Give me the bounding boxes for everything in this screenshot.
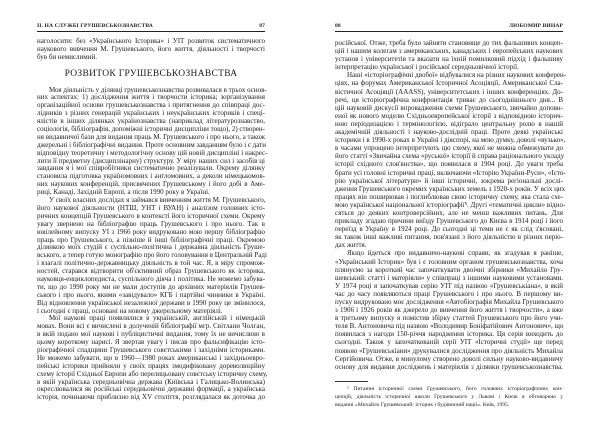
text-line: лідників з різних генерацій українських і неукраїнських істориків і спеці-	[37, 109, 265, 118]
footnote	[335, 386, 563, 410]
text-line: відповідну теоретичну і методологічну основу цій новій дисципліні і накрес-	[37, 148, 268, 157]
text-line: був би немислимий.	[37, 52, 97, 61]
text-line: його наукової діяльности (НТШ, УНТ і ВУАН) і аналізом головних істо-	[37, 203, 265, 212]
text-line: речі, ця історіографічна конфронтація триває до сьогоднішнього дня... В	[335, 95, 563, 104]
text-line: появою «Грушевськіани» друкувалися дослідження про діяльність Михайла	[335, 346, 563, 355]
text-line: брати усі головні історичні праці, включаючи «Історію України-Руси», «Істо-	[335, 168, 566, 177]
paragraph	[335, 71, 567, 250]
text-line: джерельні і бібліографічні видання. Проте основним завданням було і є дати	[37, 140, 266, 149]
text-line: історики і в 1990-х роках в Україні і діяспорі, на мою думку, доволі «вузько»,	[335, 136, 566, 145]
paragraph	[335, 39, 563, 71]
text-line: сьогодні. Також у започаткованій серії УІТ «Історичні студії» ще перед	[335, 338, 563, 347]
text-line: ріографічної спадщини Грушевського совєтськими і західніми істориками.	[37, 345, 265, 354]
page-body	[335, 39, 567, 371]
paragraph	[37, 85, 268, 197]
section-title: РОЗВИТОК ГРУШЕВСЬКОЗНАВСТВА	[64, 68, 238, 79]
text-line: соціологія, бібліографія, допоміжні історичні дисципліни тощо), 2) створен-	[37, 125, 266, 134]
text-line: наукового вивчення М. Грушевського, його життя, діяльності і творчості	[37, 44, 265, 53]
text-line: установ і університетів та вказати на їхній помилковий підхід і фальшиву	[335, 55, 563, 64]
text-line: вістичної Асоціяції (AAASS), університетських і інших конференціях. До-	[335, 87, 563, 96]
text-line: ричних концепцій Грушевського в контексті його історичної схеми. Окрему	[37, 211, 265, 220]
header-rule	[335, 31, 563, 32]
text-line: ціях, на форумах Американської Історичної Асоціяції, Американської Сла-	[335, 79, 563, 88]
text-line: історії східного слов'янства», що появилася в 1904 році. До уваги треба	[335, 160, 563, 169]
text-line: цій науковій дискусії впровадження схеми Грушевського, звичайно доповн-	[335, 103, 563, 112]
footnote-line: ⁵ Питання історичної схеми Грушевського, його головних історіографічних кон-	[347, 386, 563, 392]
text-line: як також інші важливі питання, пов'язані з його діяльністю в різних періо-	[335, 233, 563, 242]
text-line: теля В. Антоновича під назвою «Володимир Боніфатійович Антонович», що	[335, 322, 564, 331]
text-line: плянуємо за короткий час започаткувати двоічні збірники «Михайло Гру-	[335, 265, 563, 274]
text-line: наголосити: без «Українського Історика» і УІТ розвиток систематичного	[37, 37, 265, 45]
text-line: ностей, старався відтворити об'єктивний образ Грушевського як історика,	[37, 267, 265, 276]
text-line: дження Грушевського окремих українських земель з 1920-х років. У всіх цих	[335, 184, 566, 193]
text-line: історія, починаючи приблизно від XV століття, розглядалася як доточка до	[37, 393, 265, 402]
text-line: появилася з нагоди 150-річчя народження історика. Ця серія виходить до	[335, 330, 563, 339]
text-line: схему історії Східньої Европи або перелицьовану совєтську історичну схему,	[37, 369, 268, 378]
text-line: праць про Грушевського, а пізніше й інші бібліографічні праці. Окремою	[37, 235, 265, 244]
text-line: лити її предметну (дисциплінарну) структуру. У міру наших сил і засобів ці	[37, 156, 265, 165]
footnote-rule	[335, 381, 368, 382]
text-line: дах життя.	[335, 241, 367, 250]
text-line: У своїх власних дослідах я займався вивченням життя М. Грушевського,	[49, 196, 266, 205]
text-line: сяться до деяких контроверсійних, але не менш важливих питань. Для	[335, 208, 563, 217]
text-line: Сергійовича. Отже, в минулому створено доволі сильну науково-видавничу	[335, 354, 563, 363]
text-line: ського і про нього, якими «завідувало» КГБ і партійні чинники в Україні.	[37, 290, 265, 299]
text-line: вського, а тепер готую монографію про його головування в Центральній Раді	[37, 251, 267, 260]
text-line: ня видавничої бази для видання праць М. Грушевського і про нього, а також	[37, 132, 265, 141]
text-line: його статті «Звичайна схема «руської» історії й справа раціонального укладу	[335, 152, 565, 161]
text-line: основу для видання досліджень і матеріялів з ділянки грушевськознавства.	[335, 362, 563, 371]
text-line: «Український Історик» був і є головним органом грушевськознавства, хоча	[335, 257, 563, 266]
footnote-line: цепцій, діяльність історичної школи Грушевського у Львові і Києві я обговорюю у	[335, 394, 563, 401]
text-line: академічній діяльності і науково-дослідній праці. Проте деякі українські	[335, 128, 563, 137]
page-number: 88	[335, 23, 341, 29]
text-line: Мої наукові праці появлялися в українській, англійській і німецькій	[49, 314, 265, 323]
text-line: увагу звернено на бібліографію праць Грушевського і про нього. Так в	[37, 219, 265, 228]
text-line: шевський: статті і матеріяли» у співпраці з іншими науковими установами.	[335, 273, 563, 282]
header-rule	[37, 31, 265, 32]
page-body	[37, 37, 268, 402]
text-line: організаційної основи грушевськознавства і притягнення до співпраці дос-	[37, 101, 265, 110]
text-line: працях він поширював і поглиблював свою історичну схему, яка стала схе-	[335, 192, 563, 201]
paragraph	[37, 314, 268, 402]
text-line: ділянкою моїх студій є суспільно-політична і державна діяльність Груше-	[37, 243, 265, 252]
footnote-line: виданні «Михайло Грушевський: історик і будівничий нації». Київ, 1995.	[335, 402, 510, 409]
text-line: риці, Канаді, Західній Европі, а після 1990 року в Україні.	[37, 188, 210, 197]
text-line: Не можемо забувати, що в 1960—1980 роках американські і західньоевро-	[37, 353, 265, 362]
text-line: переїзд в Україну в 1924 році. До сьогодні ці теми не є як слід з'ясовані,	[335, 225, 563, 234]
text-line: інтерпретацію української і російської середньовічної історії.	[335, 63, 519, 72]
text-line: російської. Отже, треба було зайняти становище до тих фальшивих концеп-	[335, 39, 563, 47]
text-line: ти, що до 1990 року ми не мали доступів до архівних матеріялів Грушев-	[37, 282, 265, 291]
text-line: ялістів в інших ділянках українознавства (наприклад літературознавство,	[37, 117, 265, 126]
text-line: науковця-енциклопедиста, суспільного діяча і політика. Не можемо забува-	[37, 274, 265, 283]
page-number: 87	[259, 23, 265, 29]
text-line: пуску видруковано моє дослідження «Автобіографія Михайла Грушевського	[335, 298, 564, 306]
text-line: мовах. Вони всі є вичислені в долученій бібліографії мгр. Світлани Чолган,	[37, 322, 265, 331]
text-line: в третьому випуску я помістив збірку статтей Грушевського про його учи-	[335, 314, 563, 323]
text-line: них наукових конференцій, присвячених Грушевському і його добі в Аме-	[37, 180, 265, 189]
text-line: У 1974 році я започаткував серію УІТ під назвою «Грушевськіана», в якій	[335, 281, 563, 290]
text-line: і сьогодні є праці, основані на новому джерельному матеріялі.	[37, 306, 223, 315]
paragraph	[37, 38, 265, 62]
text-line: ювілейному випуску УІ з 1966 року видруковано мою першу бібліографію	[37, 227, 265, 236]
text-line: в якій подано мої наукові і публіцистичні видання, тому їх не вичислюю в	[37, 330, 265, 339]
text-line: них аспектах: 1) дослідження життя і творчости історика; зорганізування	[37, 93, 265, 102]
text-line: цьому короткому нарисі. Я звертав увагу і писав про фальсифікацію істо-	[37, 338, 265, 347]
text-line: еної як нового моделю Східньоевропейської історії з відповідною історич-	[335, 111, 563, 120]
text-line: мою української національної історіографії⁵. Другі «тематичні цикли» відно-	[335, 200, 566, 209]
text-line: Від відновлення української незалежної держави в 1990 року це змінилося,	[37, 298, 265, 307]
text-line: в якій українська середньовічна держава (Київська і Галицько-Волинська)	[37, 377, 265, 386]
header-section-title: II. НА СЛУЖБІ ГРУШЕВСЬКОЗНАВСТВА	[37, 23, 153, 29]
text-line: Якщо йдеться про видавничо-наукові справи, як згадував я раніше,	[347, 249, 563, 258]
text-line: Наші «історіографічні двобої» відбувалися на різних наукових конферен-	[347, 71, 567, 80]
text-line: завдання я і мої співробітники систематично реалізували. Окрему ділянку	[37, 164, 265, 173]
paragraph	[335, 249, 563, 370]
text-line: становила підготовка україномовних і англомовних, а деколи німецькомов-	[37, 172, 265, 181]
paragraph	[37, 197, 265, 315]
text-line: окреслювалися як російські середньовічні державні формації, а українська	[37, 385, 265, 394]
text-line: цій і нашим колегам з американських, канадських і европейських наукових	[335, 47, 563, 56]
text-line: рію української літератури» й інші історичні, зокрема регіональні дослі-	[335, 176, 563, 185]
text-line: час до часу появляються праці Грушевського і про нього. В першому ви-	[335, 289, 563, 298]
text-line: ною періодизацією і термінологією, відіграло центральну ролю в нашій	[335, 119, 563, 128]
text-line: з 1906 і 1926 років як джерело до вивчення його життя і творчости», а вже	[335, 306, 563, 315]
header-author: ЛЮБОМИР ВИНАР	[508, 23, 563, 29]
text-line: пейські історики прийняли у своїх працях змодифіковану дореволюційну	[37, 361, 265, 370]
text-line: і взагалі політично-державницьку діяльність в той час. Я, в міру спромож-	[37, 259, 265, 268]
text-line: в часами упрощено інтерпретують цю схему, якої не можна обмежувати до	[335, 144, 563, 153]
text-line: прикладу згадаю причини виїзду Грушевського до Києва в 1914 році і його	[335, 217, 563, 226]
text-line: Моя діяльність у ділянці грушевськознавства розвивалася в трьох основ-	[49, 85, 267, 94]
right-page	[300, 0, 600, 438]
